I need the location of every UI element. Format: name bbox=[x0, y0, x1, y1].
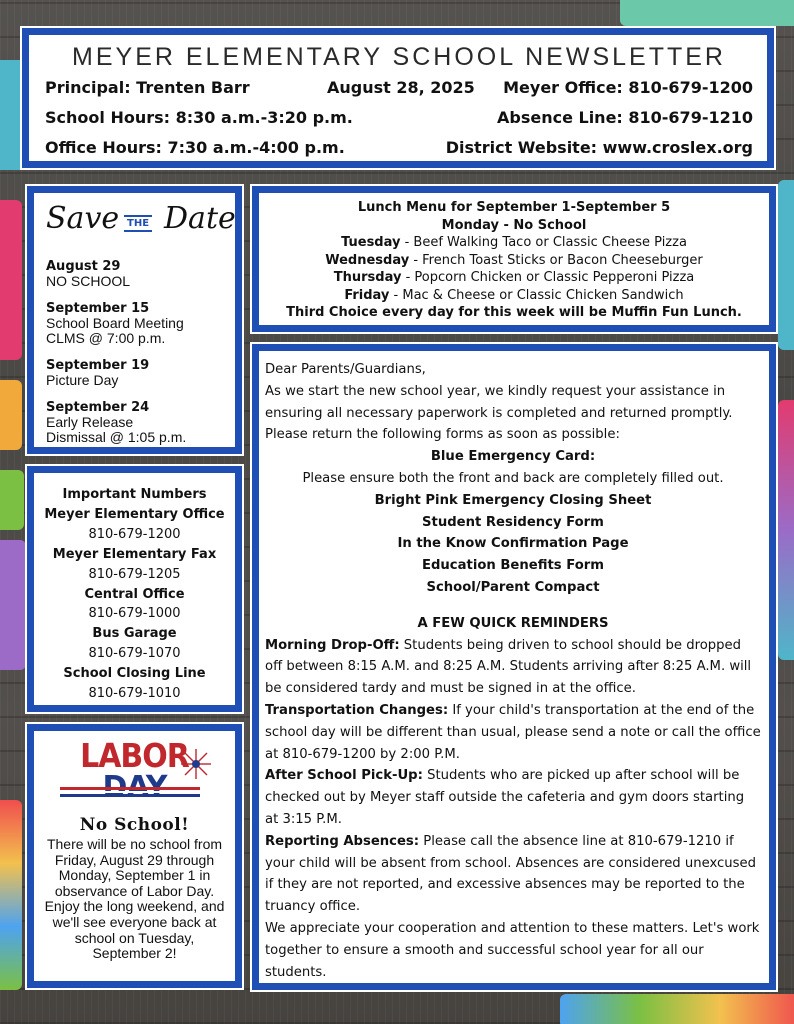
lunch-menu-text: - French Toast Sticks or Bacon Cheeseburger bbox=[409, 252, 703, 268]
lunch-day: Monday bbox=[441, 217, 499, 233]
form-item: Bright Pink Emergency Closing Sheet bbox=[374, 492, 652, 508]
marker-decoration bbox=[0, 380, 22, 450]
lunch-day: Thursday bbox=[333, 270, 402, 285]
save-the-date-box bbox=[27, 186, 242, 454]
parent-letter-box bbox=[252, 344, 776, 990]
reminder-text: Please call the absence line at 810-679-1210 if your child will be absent from school. Absences are considered unexcused if they are not reported, and excessive absences may be reported to the truancy office. bbox=[265, 833, 757, 915]
event-desc: NO SCHOOL bbox=[46, 273, 131, 289]
form-item: Blue Emergency Card: bbox=[430, 449, 596, 465]
event-item bbox=[46, 400, 227, 445]
number-phone: 810-679-1200 bbox=[88, 526, 181, 542]
header-row bbox=[45, 108, 753, 138]
lunch-menu-box bbox=[252, 186, 776, 332]
logo-save-text: Save bbox=[46, 201, 120, 236]
event-date: August 29 bbox=[46, 259, 121, 274]
lunch-day-row bbox=[267, 217, 761, 235]
event-date: September 15 bbox=[46, 301, 150, 316]
office-hours: Office Hours: 7:30 a.m.-4:00 p.m. bbox=[45, 138, 345, 157]
event-desc: Dismissal @ 1:05 p.m. bbox=[46, 429, 187, 445]
event-date: September 24 bbox=[46, 400, 150, 415]
logo-the-text: THE bbox=[124, 215, 152, 232]
firework-icon bbox=[179, 747, 213, 781]
newsletter-title: MEYER ELEMENTARY SCHOOL NEWSLETTER bbox=[72, 43, 726, 71]
reminder-label: After School Pick-Up: bbox=[265, 768, 423, 784]
principal-name: Principal: Trenten Barr bbox=[45, 78, 250, 97]
marker-decoration bbox=[0, 540, 26, 670]
labor-day-text: There will be no school from Friday, August 29 through Monday, September 1 in observance of Labor Day. Enjoy the long weekend, and we'll see everyone back at school on Tuesday, September 2! bbox=[44, 836, 225, 962]
event-desc: School Board Meeting bbox=[46, 315, 184, 331]
event-date: September 19 bbox=[46, 358, 150, 373]
number-name: Bus Garage bbox=[92, 626, 177, 642]
marker-decoration bbox=[620, 0, 794, 26]
number-phone: 810-679-1010 bbox=[88, 686, 181, 702]
letter-closing: We appreciate your cooperation and attention to these matters. Let's work together to ensure a smooth and successful school year for all our students. bbox=[265, 920, 760, 980]
reminder-label: Reporting Absences: bbox=[265, 833, 420, 849]
labor-day-logo bbox=[38, 737, 231, 809]
number-name: Meyer Elementary Fax bbox=[52, 546, 217, 562]
numbers-title: Important Numbers bbox=[62, 487, 207, 502]
reminder-item bbox=[265, 700, 761, 765]
lunch-day-row bbox=[267, 252, 761, 270]
newsletter-date: August 28, 2025 bbox=[327, 78, 475, 97]
labor-day-box bbox=[27, 724, 242, 988]
reminder-text: Students who are picked up after school will be checked out by Meyer staff outside the cafeteria and gym doors starting at 3:15 P.M. bbox=[265, 768, 745, 827]
number-name: Central Office bbox=[84, 586, 185, 602]
labor-day-heading: No School! bbox=[79, 815, 190, 835]
newsletter-header bbox=[22, 28, 774, 168]
reminder-text: If your child's transportation at the end of the school day will be different than usual, please send a note or call the office at 810-679-1200 by 2:00 P.M. bbox=[265, 702, 761, 762]
letter-intro: As we start the new school year, we kindly request your assistance in ensuring all necessary paperwork is completed and returned promptly. Please return the following forms as soon as possible: bbox=[265, 383, 733, 443]
reminder-item bbox=[265, 635, 761, 700]
school-hours: School Hours: 8:30 a.m.-3:20 p.m. bbox=[45, 108, 353, 127]
number-phone: 810-679-1070 bbox=[88, 646, 181, 662]
form-note: Please ensure both the front and back are completely filled out. bbox=[302, 470, 724, 486]
event-item bbox=[46, 358, 227, 388]
reminders-title: A FEW QUICK REMINDERS bbox=[417, 615, 609, 631]
marker-decoration bbox=[778, 400, 794, 660]
number-phone: 810-679-1000 bbox=[88, 606, 181, 622]
form-item: Education Benefits Form bbox=[421, 558, 605, 574]
office-phone: Meyer Office: 810-679-1200 bbox=[503, 78, 753, 97]
header-row bbox=[45, 138, 753, 168]
lunch-day: Friday bbox=[344, 287, 390, 303]
event-item bbox=[46, 301, 227, 346]
reminder-label: Transportation Changes: bbox=[265, 702, 449, 718]
lunch-day-row bbox=[267, 287, 761, 305]
form-item: School/Parent Compact bbox=[426, 579, 600, 595]
important-numbers-box bbox=[27, 466, 242, 712]
event-item bbox=[46, 259, 227, 289]
stripe-icon bbox=[60, 787, 200, 797]
marker-decoration bbox=[778, 180, 794, 350]
lunch-day: Tuesday bbox=[341, 235, 401, 250]
event-desc: Early Release bbox=[46, 414, 134, 430]
form-item: In the Know Confirmation Page bbox=[397, 536, 629, 552]
absence-line: Absence Line: 810-679-1210 bbox=[496, 108, 753, 127]
header-row bbox=[45, 78, 753, 108]
lunch-menu-text: - Popcorn Chicken or Classic Pepperoni Pizza bbox=[401, 270, 695, 285]
district-website[interactable]: District Website: www.croslex.org bbox=[445, 138, 753, 157]
lunch-menu-text: - Beef Walking Taco or Classic Cheese Pizza bbox=[400, 235, 687, 250]
marker-decoration bbox=[0, 800, 22, 990]
marker-decoration bbox=[560, 994, 794, 1024]
lunch-menu-title: Lunch Menu for September 1-September 5 bbox=[357, 200, 671, 215]
form-item: Student Residency Form bbox=[422, 514, 604, 530]
number-phone: 810-679-1205 bbox=[88, 566, 181, 582]
letter-greeting: Dear Parents/Guardians, bbox=[265, 362, 426, 377]
save-the-date-logo bbox=[46, 199, 236, 259]
number-name: School Closing Line bbox=[63, 666, 206, 682]
lunch-menu-footer: Third Choice every day for this week will be Muffin Fun Lunch. bbox=[286, 305, 742, 320]
lunch-day-row bbox=[267, 234, 761, 252]
event-desc: Picture Day bbox=[46, 372, 119, 388]
reminder-item bbox=[265, 831, 761, 918]
logo-date-text: Date bbox=[164, 201, 236, 236]
marker-decoration bbox=[0, 200, 22, 360]
reminder-label: Morning Drop-Off: bbox=[265, 637, 400, 653]
reminder-text: Students being driven to school should be dropped off between 8:15 A.M. and 8:25 A.M. Students arriving after 8:25 A.M. will be considered tardy and must be signed in at the office. bbox=[265, 637, 752, 697]
logo-labor-text: LABOR bbox=[80, 737, 189, 776]
lunch-day-row bbox=[267, 269, 761, 287]
number-name: Meyer Elementary Office bbox=[44, 506, 225, 522]
lunch-menu-text: - Mac & Cheese or Classic Chicken Sandwich bbox=[389, 287, 684, 303]
lunch-menu-text: - No School bbox=[498, 217, 587, 233]
marker-decoration bbox=[0, 470, 24, 530]
event-desc: CLMS @ 7:00 p.m. bbox=[46, 330, 166, 346]
reminder-item bbox=[265, 765, 761, 830]
lunch-day: Wednesday bbox=[325, 252, 410, 268]
